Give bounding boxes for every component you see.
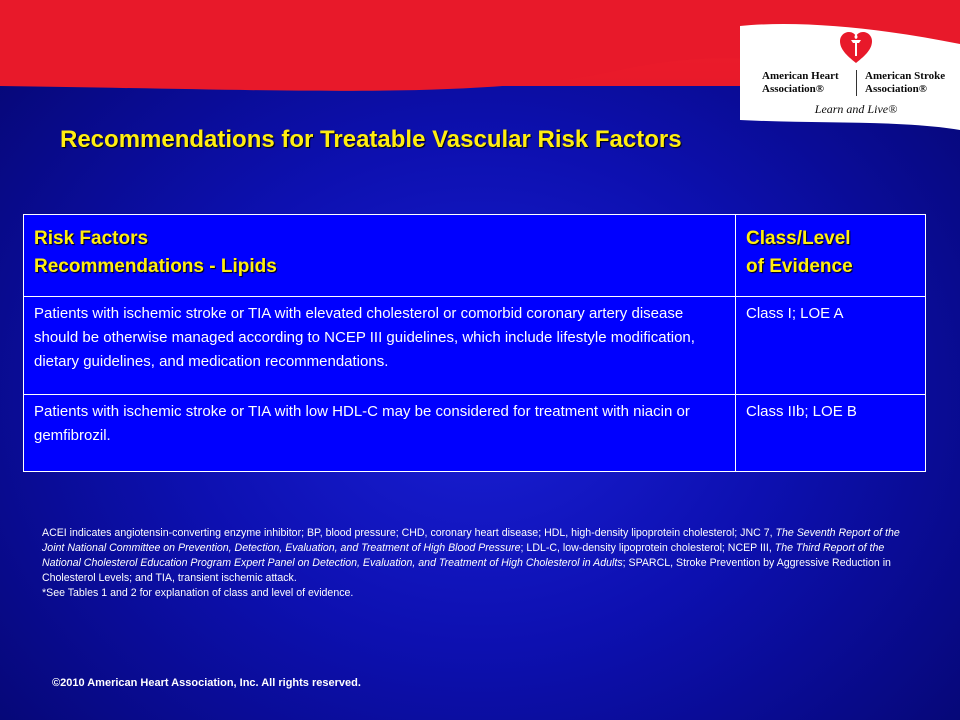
logo-tagline: Learn and Live®	[814, 102, 898, 116]
slide-title: Recommendations for Treatable Vascular Risk Factors	[60, 126, 682, 153]
recommendations-table	[23, 214, 926, 472]
copyright-notice: ©2010 American Heart Association, Inc. All rights reserved.	[52, 677, 361, 689]
recommendation-cell: Patients with ischemic stroke or TIA with low HDL-C may be considered for treatment with niacin or gemfibrozil.	[24, 395, 736, 472]
aha-wordmark: American Heart Association®	[762, 70, 839, 95]
table-row	[24, 297, 926, 395]
evidence-note: *See Tables 1 and 2 for explanation of class and level of evidence.	[42, 587, 354, 599]
aha-asa-logo	[756, 28, 956, 124]
table-header-row	[24, 215, 926, 297]
header-risk-factors: Risk Factors Recommendations - Lipids	[24, 215, 736, 297]
logo-wordmark	[762, 70, 954, 98]
abbreviations-footnote	[42, 526, 922, 601]
recommendation-cell: Patients with ischemic stroke or TIA with elevated cholesterol or comorbid coronary artery disease should be otherwise managed according to NCEP III guidelines, which include lifestyle modification, dietary guidelines, and medication recommendations.	[24, 297, 736, 395]
asa-wordmark: American Stroke Association®	[856, 70, 953, 96]
header-class-level: Class/Level of Evidence	[736, 215, 926, 297]
abbreviations-text: ACEI indicates angiotensin-converting enzyme inhibitor; BP, blood pressure; CHD, coronary heart disease; HDL, high-density lipoprotein cholesterol; JNC 7, The Seventh Report of the Joint National Committee on Prevention, Detection, Evaluation, and Treatment of High Blood Pressure; LDL-C, low-density lipoprotein cholesterol; NCEP III, The Third Report of the National Cholesterol Education Program Expert Panel on Detection, Evaluation, and Treatment of High Cholesterol in Adults; SPARCL, Stroke Prevention by Aggressive Reduction in Cholesterol Levels; and TIA, transient ischemic attack.	[42, 527, 900, 584]
evidence-cell: Class IIb; LOE B	[736, 395, 926, 472]
table-row	[24, 395, 926, 472]
heart-torch-icon	[838, 30, 874, 66]
evidence-cell: Class I; LOE A	[736, 297, 926, 395]
